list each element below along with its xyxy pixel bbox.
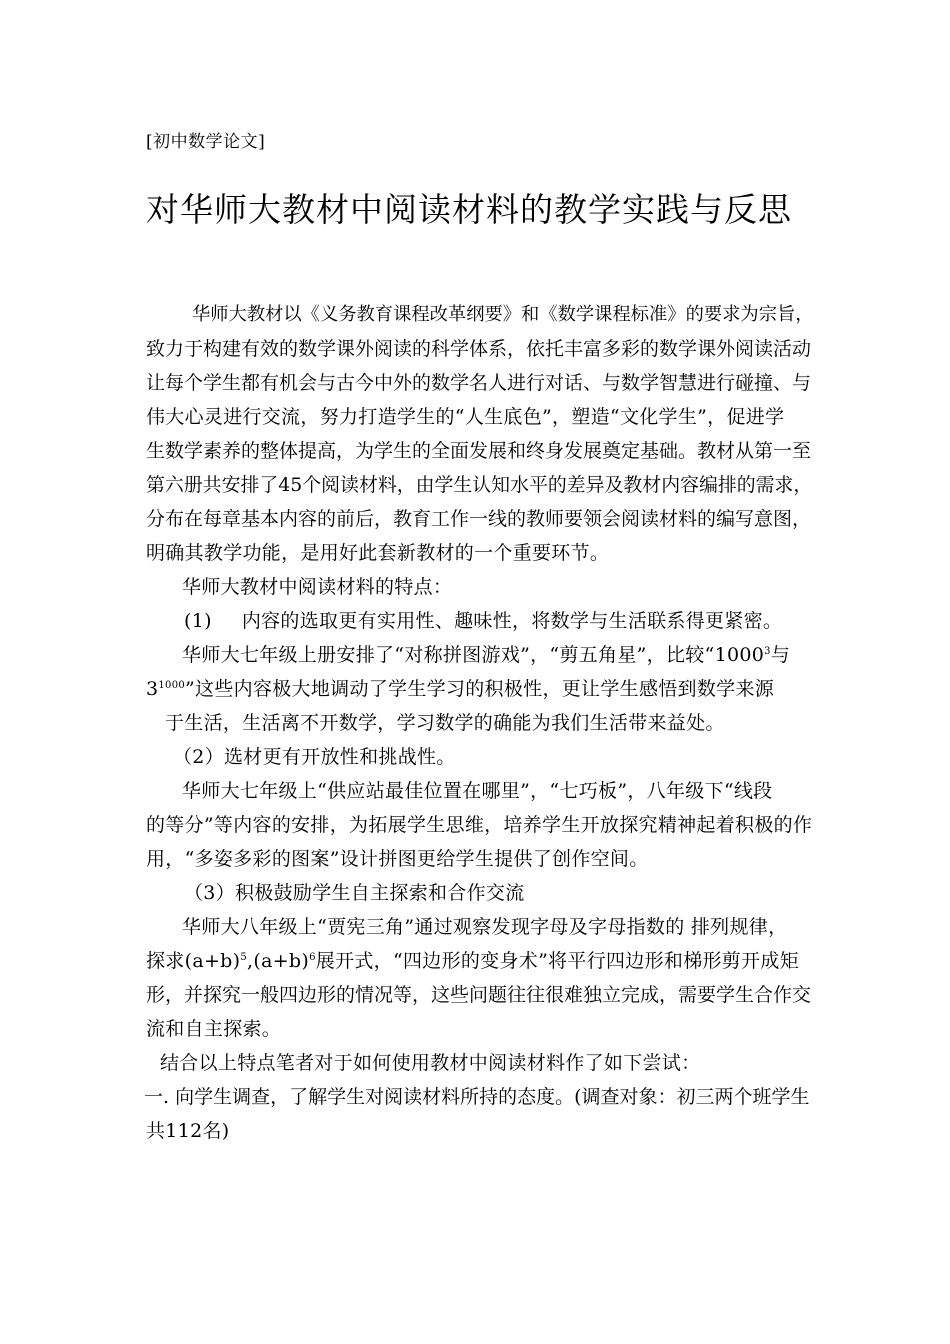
exponent: 6	[309, 952, 316, 963]
intro-line: 明确其教学功能，是用好此套新教材的一个重要环节。	[146, 542, 610, 564]
exponent: 1000	[158, 680, 186, 691]
text-run: 与	[770, 644, 791, 666]
item-text: 内容的选取更有实用性、趣味性，将数学与生活联系得更紧密。	[241, 610, 783, 632]
feature-item-1	[146, 604, 814, 638]
item3-paragraph-line: 华师大八年级上“贾宪三角”通过观察发现字母及字母指数的 排列规律，	[182, 916, 788, 938]
features-heading: 华师大教材中阅读材料的特点：	[182, 576, 453, 598]
section-1-heading-cont: 共112名)	[146, 1120, 230, 1142]
text-run: 探求(a+b)	[146, 950, 241, 972]
feature-item-2: （2）选材更有开放性和挑战性。	[173, 746, 456, 768]
paper-title: 对华师大教材中阅读材料的教学实践与反思	[146, 190, 792, 229]
feature-item-3: （3）积极鼓励学生自主探索和合作交流	[184, 882, 525, 904]
item1-paragraph-line: 于生活，生活离不开数学，学习数学的确能为我们生活带来益处。	[165, 712, 725, 734]
text-run: 华师大七年级上册安排了“对称拼图游戏”，“剪五角星”，比较“1000	[182, 644, 765, 666]
intro-line: 第六册共安排了45个阅读材料，由学生认知水平的差异及教材内容编排的需求，	[146, 474, 813, 496]
intro-line: 生数学素养的整体提高，为学生的全面发展和终身发展奠定基础。教材从第一至	[146, 440, 812, 462]
text-run: ”这些内容极大地调动了学生学习的积极性，更让学生感悟到数学来源	[185, 678, 775, 700]
intro-line: 分布在每章基本内容的前后，教育工作一线的教师要领会阅读材料的编写意图，	[146, 508, 812, 530]
item1-paragraph-line	[146, 638, 814, 672]
item3-paragraph-line: 形，并探究一般四边形的情况等，这些问题往往很难独立完成，需要学生合作交	[146, 984, 812, 1006]
exponent: 3	[764, 646, 771, 657]
intro-line: 让每个学生都有机会与古今中外的数学名人进行对话、与数学智慧进行碰撞、与	[146, 372, 812, 394]
item1-paragraph-line	[146, 672, 814, 706]
intro-line: 伟大心灵进行交流，努力打造学生的“人生底色”，塑造“文化学生”，促进学	[146, 406, 785, 428]
section-1-heading: 一. 向学生调查，了解学生对阅读材料所持的态度。(调查对象：初三两个班学生	[144, 1086, 810, 1108]
category-tag: [初中数学论文]	[146, 132, 266, 152]
summary-line: 结合以上特点笔者对于如何使用教材中阅读材料作了如下尝试：	[160, 1052, 701, 1074]
item3-paragraph-line	[146, 944, 814, 978]
text-run: 3	[146, 678, 159, 700]
item3-paragraph-line: 流和自主探索。	[146, 1018, 282, 1040]
exponent: 5	[240, 952, 248, 963]
item2-paragraph-line: 用，“多姿多彩的图案”设计拼图更给学生提供了创作空间。	[146, 848, 649, 870]
intro-line: 致力于构建有效的数学课外阅读的科学体系，依托丰富多彩的数学课外阅读活动	[146, 338, 812, 360]
text-run: 展开式，“四边形的变身术”将平行四边形和梯形剪开成矩	[315, 950, 799, 972]
item2-paragraph-line: 的等分”等内容的安排，为拓展学生思维，培养学生开放探究精神起着积极的作	[146, 814, 813, 836]
text-run: ,(a+b)	[247, 950, 310, 972]
item2-paragraph-line: 华师大七年级上“供应站最佳位置在哪里”，“七巧板”，八年级下“线段	[182, 780, 773, 802]
item-number: (1)	[184, 610, 212, 632]
intro-line: 华师大教材以《义务教育课程改革纲要》和《数学课程标准》的要求为宗旨，	[192, 304, 814, 325]
paper-body	[146, 298, 814, 1148]
